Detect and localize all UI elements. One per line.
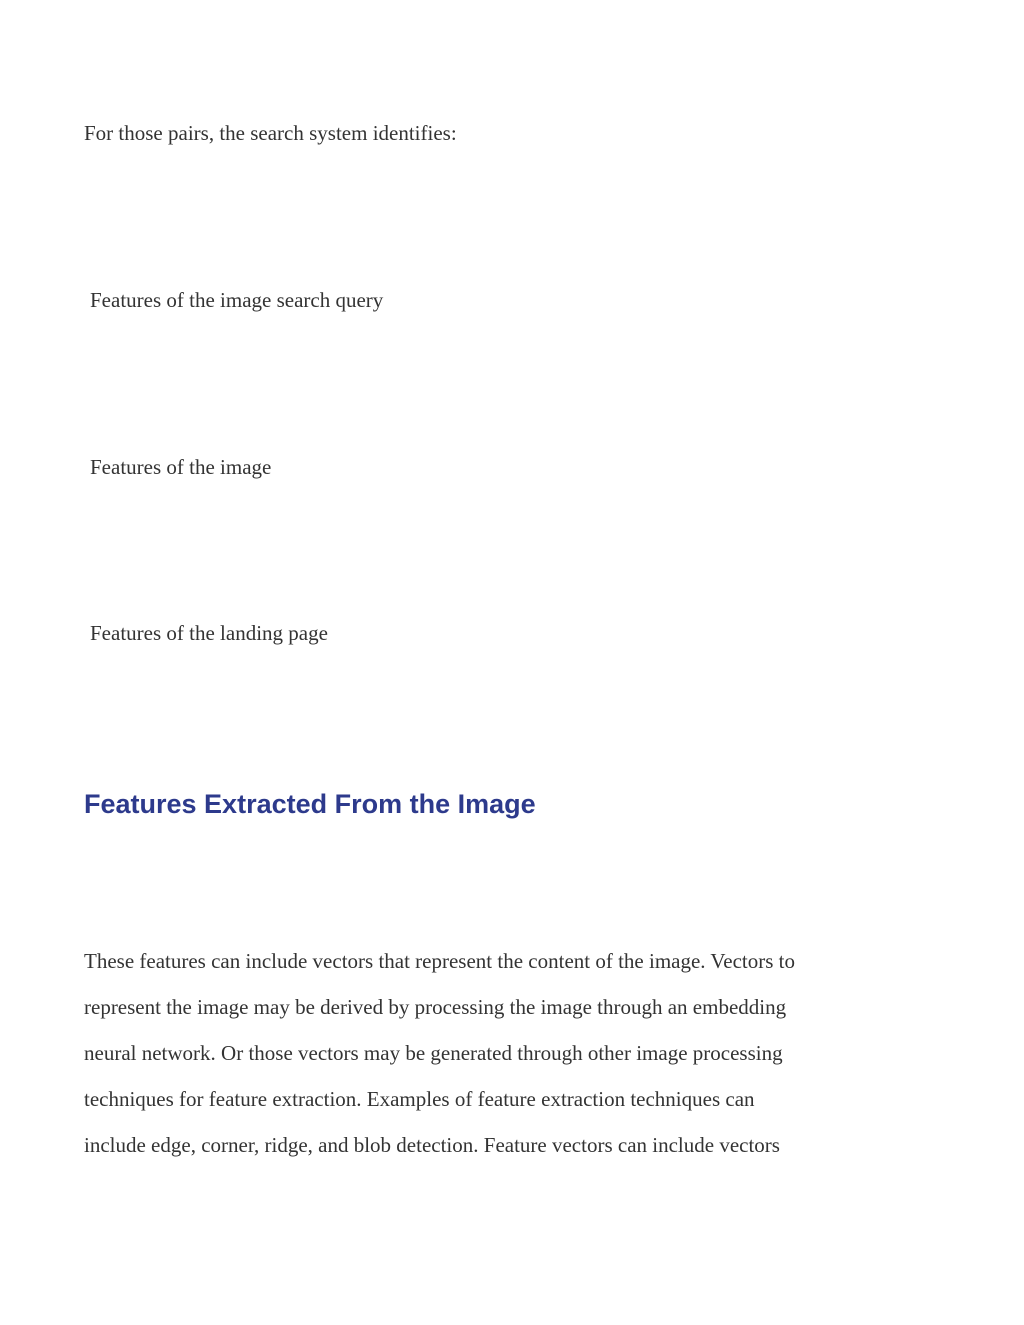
intro-text: For those pairs, the search system identifies: [84,121,457,145]
list-item-query-features: Features of the image search query [90,288,384,312]
list-item-landing-page-features: Features of the landing page [90,621,328,645]
paragraph-line: These features can include vectors that represent the content of the image. Vectors to [84,949,795,973]
list-item-image-features: Features of the image [90,455,272,479]
section-heading: Features Extracted From the Image [84,789,536,819]
paragraph-line: represent the image may be derived by processing the image through an embedding [84,995,787,1019]
paragraph-line: include edge, corner, ridge, and blob detection. Feature vectors can include vectors [84,1133,780,1157]
paragraph-line: techniques for feature extraction. Examples of feature extraction techniques can [84,1087,755,1111]
paragraph-line: neural network. Or those vectors may be generated through other image processing [84,1041,783,1065]
body-paragraph [84,938,964,1168]
